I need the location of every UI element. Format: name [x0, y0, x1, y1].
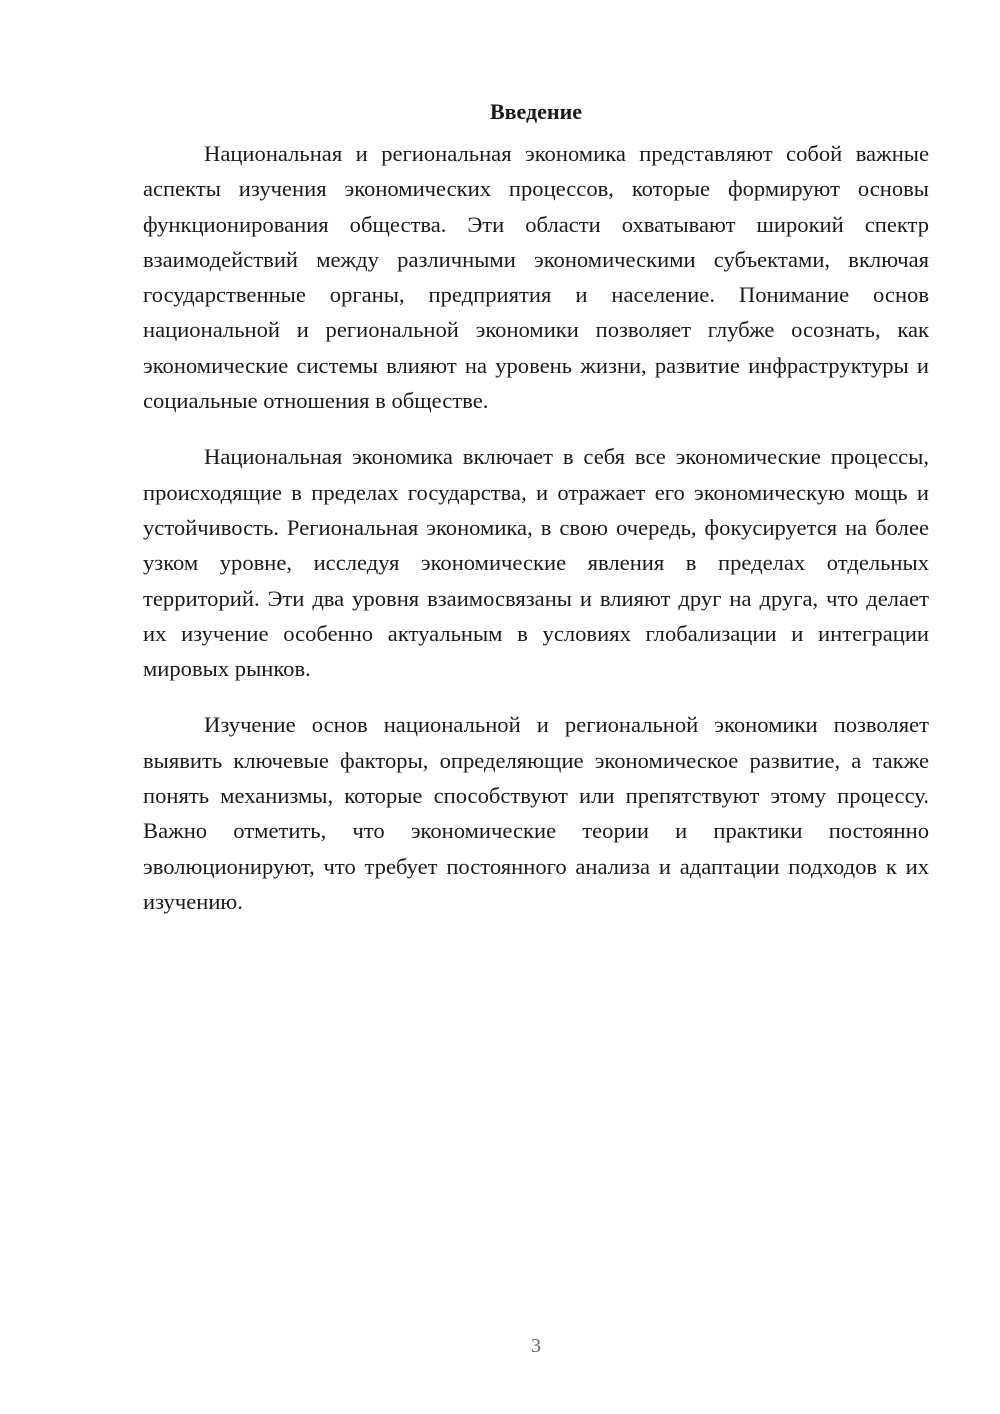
paragraph-3: Изучение основ национальной и региональной экономики позволяет выявить ключевые факторы, определяющие экономическое развитие, а также понять механизмы, которые способствуют или препятствуют этому процессу. Важно отметить, что экономические теории и практики постоянно эволюционируют, что требует постоянного анализа и адаптации подходов к их изучению.: [143, 712, 929, 914]
paragraph-1: Национальная и региональная экономика представляют собой важные аспекты изучения экономических процессов, которые формируют основы функционирования общества. Эти области охватывают широкий спектр взаимодействий между различными экономическими субъектами, включая государственные органы, предприятия и население. Понимание основ национальной и региональной экономики позволяет глубже осознать, как экономические системы влияют на уровень жизни, развитие инфраструктуры и социальные отношения в обществе.: [143, 141, 929, 414]
page-number: 3: [531, 1335, 541, 1357]
page-content: [143, 92, 929, 940]
paragraph-2: Национальная экономика включает в себя все экономические процессы, происходящие в пределах государства, и отражает его экономическую мощь и устойчивость. Региональная экономика, в свою очередь, фокусируется на более узком уровне, исследуя экономические явления в пределах отдельных территорий. Эти два уровня взаимосвязаны и влияют друг на друга, что делает их изучение особенно актуальным в условиях глобализации и интеграции мировых рынков.: [143, 444, 929, 682]
section-title: Введение: [489, 99, 583, 124]
